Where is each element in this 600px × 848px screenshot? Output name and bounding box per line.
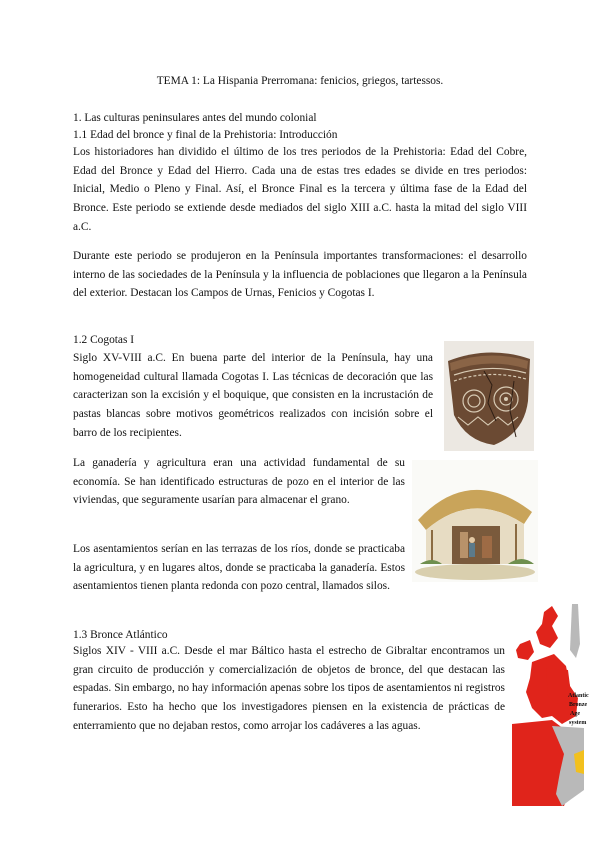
map-legend-line-3: Age: [570, 711, 580, 717]
map-legend-line-2: Bronze: [569, 702, 588, 708]
section-1-2-paragraph-1: Siglo XV-VIII a.C. En buena parte del interior de la Península, hay una homogeneidad cultural llamada Cogotas I. Las técnicas de decoración que las caracterizan son la excisión y el boquique, que consisten en la incrustación de pastas blancas sobre motivos geométricos realizados con incisión sobre el barro de los recipientes.: [73, 352, 433, 439]
section-1-3-paragraph-1: Siglos XIV - VIII a.C. Desde el mar Báltico hasta el estrecho de Gibraltar encontramos un gran circuito de producción y comercialización de objetos de bronce, del que destacan las espadas. Sin embargo, no hay información apenas sobre los tipos de asentamientos ni registros funerarios. Esto ha hecho que los investigadores piensen en la existencia de prácticas de enterramiento que no dejaban restos, como arrojar los cadáveres a las aguas.: [73, 645, 505, 732]
cogotas-pottery-image: [444, 341, 534, 451]
round-hut-illustration: [412, 460, 538, 582]
section-1-3-heading: 1.3 Bronce Atlántico: [73, 629, 168, 641]
map-legend-line-1: Atlantic: [568, 693, 589, 699]
section-1-1-heading: 1.1 Edad del bronce y final de la Prehistoria: Introducción: [73, 129, 338, 141]
section-1-1-paragraph-2: Durante este periodo se produjeron en la Península importantes transformaciones: el desarrollo interno de las sociedades de la Península y la influencia de poblaciones que llegaron a la Península del exterior. Destacan los Campos de Urnas, Fenicios y Cogotas I.: [73, 250, 527, 300]
section-1-2-paragraph-2: La ganadería y agricultura eran una actividad fundamental de su economía. Se han identificado estructuras de pozo en el interior de las viviendas, que seguramente usarían para almacenar el grano.: [73, 457, 405, 507]
section-1-heading: 1. Las culturas peninsulares antes del mundo colonial: [73, 112, 317, 124]
document-title: TEMA 1: La Hispania Prerromana: fenicios, griegos, tartessos.: [156, 75, 444, 87]
map-legend-line-4: system: [569, 720, 587, 726]
section-1-2-heading: 1.2 Cogotas I: [73, 334, 135, 346]
atlantic-bronze-map: [512, 604, 589, 806]
section-1-1-paragraph-1: Los historiadores han dividido el último de los tres periodos de la Prehistoria: Edad del Cobre, Edad del Bronce y Edad del Hierro. Cada una de estas tres edades se divide en tres periodos: Inicial, Medio o Pleno y Final. Así, el Bronce Final es la tercera y última fase de la Edad del Bronce. Este periodo se extiende desde mediados del siglo XIII a.C. hasta la mitad del siglo VIII a.C.: [73, 146, 527, 233]
section-1-2-paragraph-3: Los asentamientos serían en las terrazas de los ríos, donde se practicaba la agricultura, y en lugares altos, donde se practicaba la ganadería. Estos asentamientos tienen planta redonda con pozo central, llamados silos.: [73, 543, 405, 593]
